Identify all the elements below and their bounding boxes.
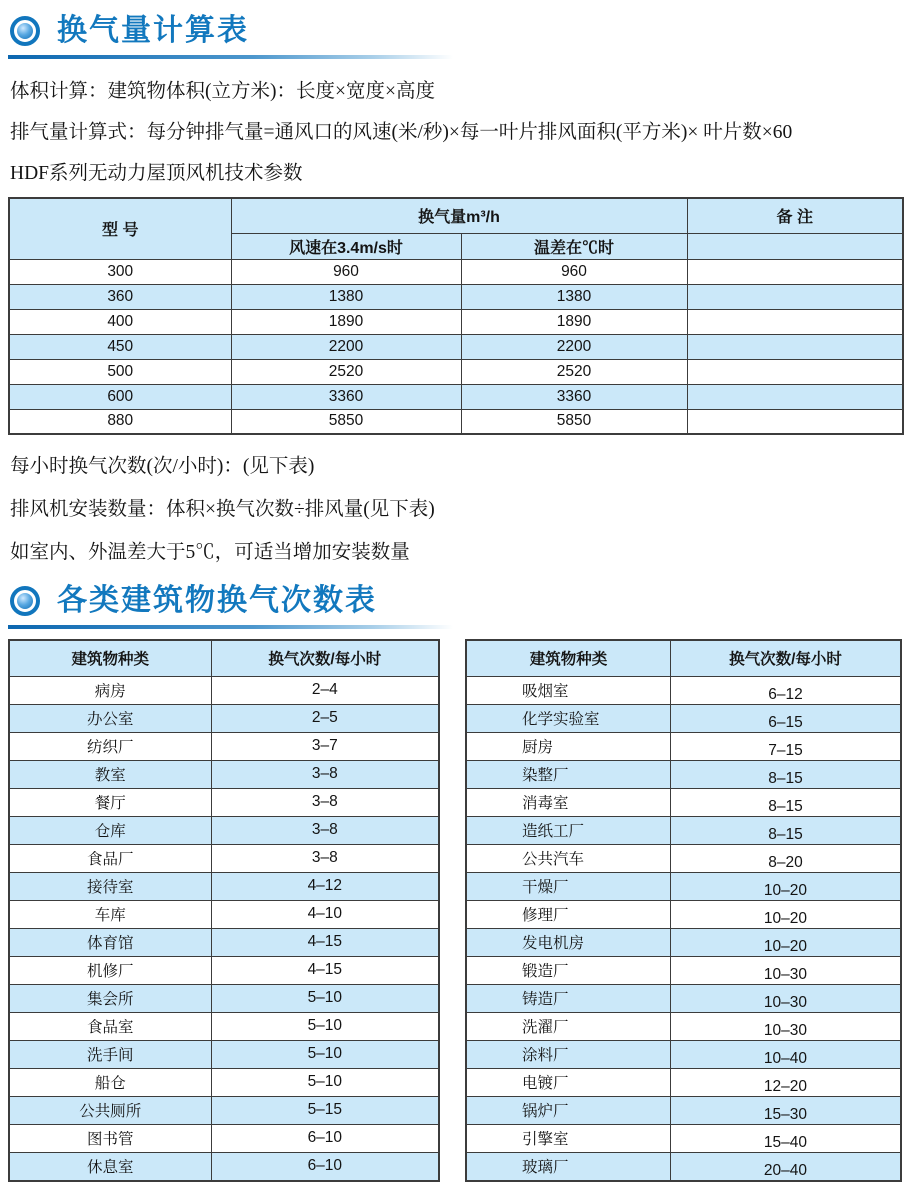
- building-cell: 造纸工厂: [466, 816, 670, 844]
- table-row: [9, 956, 439, 984]
- table-row: [9, 900, 439, 928]
- rate-cell: 3–8: [211, 788, 439, 816]
- spec-remark-subheader-empty: [687, 233, 903, 259]
- table-row: [9, 409, 903, 434]
- wind-cell: 960: [231, 259, 461, 284]
- temp-cell: 960: [461, 259, 687, 284]
- remark-cell: [687, 259, 903, 284]
- table-row: [466, 1012, 901, 1040]
- table-row: [466, 984, 901, 1012]
- table-row: [466, 900, 901, 928]
- rate-cell: 3–7: [211, 732, 439, 760]
- rate-cell: 8–20: [670, 844, 901, 872]
- building-cell: 船仓: [9, 1068, 211, 1096]
- model-cell: 300: [9, 259, 231, 284]
- table-row: [9, 1096, 439, 1124]
- building-cell: 纺织厂: [9, 732, 211, 760]
- building-cell: 引擎室: [466, 1124, 670, 1152]
- building-cell: 教室: [9, 760, 211, 788]
- building-cell: 餐厅: [9, 788, 211, 816]
- table-row: [466, 1096, 901, 1124]
- temp-cell: 3360: [461, 384, 687, 409]
- table-row: [9, 359, 903, 384]
- table-row: [466, 1040, 901, 1068]
- building-table-left: [8, 639, 440, 1182]
- remark-cell: [687, 359, 903, 384]
- building-cell: 公共汽车: [466, 844, 670, 872]
- building-cell: 病房: [9, 676, 211, 704]
- rate-cell: 8–15: [670, 760, 901, 788]
- rate-cell: 4–15: [211, 956, 439, 984]
- section1-title: 换气量计算表: [57, 14, 249, 47]
- spec-col-model-header: 型 号: [9, 198, 231, 259]
- temp-cell: 2520: [461, 359, 687, 384]
- building-cell: 涂料厂: [466, 1040, 670, 1068]
- rate-cell: 5–10: [211, 984, 439, 1012]
- temp-cell: 1890: [461, 309, 687, 334]
- table-row: [466, 844, 901, 872]
- table-row: [9, 1012, 439, 1040]
- rate-cell: 7–15: [670, 732, 901, 760]
- rate-cell: 12–20: [670, 1068, 901, 1096]
- rate-cell: 3–8: [211, 816, 439, 844]
- rate-cell: 5–15: [211, 1096, 439, 1124]
- building-cell: 消毒室: [466, 788, 670, 816]
- rate-cell: 10–20: [670, 928, 901, 956]
- temperature-note: 如室内、外温差大于5℃，可适当增加安装数量: [10, 542, 410, 563]
- spec-col-wind-header: 风速在3.4m/s时: [231, 233, 461, 259]
- building-cell: 公共厕所: [9, 1096, 211, 1124]
- table-row: [466, 1152, 901, 1181]
- table-row: [9, 872, 439, 900]
- table-row: [466, 704, 901, 732]
- temp-cell: 5850: [461, 409, 687, 434]
- remark-cell: [687, 334, 903, 359]
- volume-formula-text: 体积计算：建筑物体积(立方米)：长度×宽度×高度: [10, 81, 435, 102]
- table-row: [9, 788, 439, 816]
- building-cell: 洗手间: [9, 1040, 211, 1068]
- wind-cell: 2200: [231, 334, 461, 359]
- table-row: [466, 788, 901, 816]
- remark-cell: [687, 409, 903, 434]
- rate-cell: 10–20: [670, 872, 901, 900]
- table-row: [466, 816, 901, 844]
- rate-cell: 10–20: [670, 900, 901, 928]
- rate-cell: 20–40: [670, 1152, 901, 1181]
- building-cell: 车库: [9, 900, 211, 928]
- table-row: [9, 1152, 439, 1180]
- rate-cell: 15–40: [670, 1124, 901, 1152]
- model-cell: 360: [9, 284, 231, 309]
- building-cell: 仓库: [9, 816, 211, 844]
- rate-cell: 6–15: [670, 704, 901, 732]
- table-row: [9, 760, 439, 788]
- table-row: [9, 1068, 439, 1096]
- spec-table: [8, 197, 904, 435]
- wind-cell: 2520: [231, 359, 461, 384]
- rate-cell: 15–30: [670, 1096, 901, 1124]
- building-cell: 染整厂: [466, 760, 670, 788]
- wind-cell: 1890: [231, 309, 461, 334]
- building-cell: 体育馆: [9, 928, 211, 956]
- building-cell: 电镀厂: [466, 1068, 670, 1096]
- remark-cell: [687, 284, 903, 309]
- rate-cell: 4–10: [211, 900, 439, 928]
- rate-cell: 10–30: [670, 984, 901, 1012]
- bullseye-icon: [10, 16, 40, 46]
- table-row: [9, 732, 439, 760]
- rate-cell: 6–12: [670, 676, 901, 704]
- spec-col-exchange-header: 换气量m³/h: [231, 198, 687, 233]
- rate-cell: 10–30: [670, 1012, 901, 1040]
- table-row: [9, 816, 439, 844]
- building-cell: 吸烟室: [466, 676, 670, 704]
- building-cell: 铸造厂: [466, 984, 670, 1012]
- table-row: [9, 984, 439, 1012]
- building-table-right: [465, 639, 902, 1182]
- rate-cell: 3–8: [211, 760, 439, 788]
- table-row: [9, 928, 439, 956]
- right-col-rate-header: 换气次数/每小时: [670, 640, 901, 676]
- building-cell: 机修厂: [9, 956, 211, 984]
- section1-underline: [8, 55, 453, 59]
- model-cell: 600: [9, 384, 231, 409]
- temp-cell: 1380: [461, 284, 687, 309]
- rate-cell: 5–10: [211, 1040, 439, 1068]
- wind-cell: 5850: [231, 409, 461, 434]
- table-row: [9, 284, 903, 309]
- table-row: [466, 1124, 901, 1152]
- spec-col-temp-header: 温差在℃时: [461, 233, 687, 259]
- building-cell: 食品室: [9, 1012, 211, 1040]
- rate-cell: 2–4: [211, 676, 439, 704]
- building-cell: 接待室: [9, 872, 211, 900]
- building-cell: 干燥厂: [466, 872, 670, 900]
- building-cell: 食品厂: [9, 844, 211, 872]
- building-cell: 休息室: [9, 1152, 211, 1180]
- wind-cell: 3360: [231, 384, 461, 409]
- air-changes-note: 每小时换气次数(次/小时)：(见下表): [10, 456, 315, 477]
- table-row: [9, 1040, 439, 1068]
- table-row: [9, 676, 439, 704]
- model-cell: 450: [9, 334, 231, 359]
- table-row: [466, 732, 901, 760]
- rate-cell: 3–8: [211, 844, 439, 872]
- building-cell: 厨房: [466, 732, 670, 760]
- building-cell: 洗濯厂: [466, 1012, 670, 1040]
- rate-cell: 4–12: [211, 872, 439, 900]
- table-row: [466, 928, 901, 956]
- table-row: [466, 676, 901, 704]
- section1-heading: [10, 12, 902, 50]
- table-row: [466, 1068, 901, 1096]
- table-row: [9, 704, 439, 732]
- bullseye-icon: [10, 586, 40, 616]
- building-cell: 办公室: [9, 704, 211, 732]
- model-cell: 880: [9, 409, 231, 434]
- model-cell: 500: [9, 359, 231, 384]
- fan-quantity-note: 排风机安装数量：体积×换气次数÷排风量(见下表): [10, 499, 435, 520]
- left-col-building-header: 建筑物种类: [9, 640, 211, 676]
- rate-cell: 2–5: [211, 704, 439, 732]
- building-tables: [8, 639, 902, 1182]
- rate-cell: 10–30: [670, 956, 901, 984]
- section2-title: 各类建筑物换气次数表: [57, 584, 377, 617]
- building-cell: 图书管: [9, 1124, 211, 1152]
- rate-cell: 8–15: [670, 788, 901, 816]
- exhaust-formula-text: 排气量计算式：每分钟排气量=通风口的风速(米/秒)×每一叶片排风面积(平方米)× 叶片数×60: [10, 122, 793, 143]
- remark-cell: [687, 309, 903, 334]
- section2-underline: [8, 625, 453, 629]
- right-col-building-header: 建筑物种类: [466, 640, 670, 676]
- remark-cell: [687, 384, 903, 409]
- rate-cell: 6–10: [211, 1152, 439, 1180]
- building-cell: 修理厂: [466, 900, 670, 928]
- building-cell: 集会所: [9, 984, 211, 1012]
- rate-cell: 4–15: [211, 928, 439, 956]
- temp-cell: 2200: [461, 334, 687, 359]
- table-row: [9, 384, 903, 409]
- wind-cell: 1380: [231, 284, 461, 309]
- model-cell: 400: [9, 309, 231, 334]
- table-row: [466, 872, 901, 900]
- building-cell: 锅炉厂: [466, 1096, 670, 1124]
- building-cell: 玻璃厂: [466, 1152, 670, 1181]
- rate-cell: 10–40: [670, 1040, 901, 1068]
- spec-col-remark-header: 备 注: [687, 198, 903, 233]
- building-cell: 化学实验室: [466, 704, 670, 732]
- building-cell: 锻造厂: [466, 956, 670, 984]
- section2-heading: [10, 582, 902, 620]
- left-col-rate-header: 换气次数/每小时: [211, 640, 439, 676]
- table-row: [9, 1124, 439, 1152]
- rate-cell: 5–10: [211, 1068, 439, 1096]
- table-row: [466, 956, 901, 984]
- table-row: [466, 760, 901, 788]
- table-row: [9, 844, 439, 872]
- rate-cell: 5–10: [211, 1012, 439, 1040]
- rate-cell: 6–10: [211, 1124, 439, 1152]
- table-row: [9, 259, 903, 284]
- rate-cell: 8–15: [670, 816, 901, 844]
- building-cell: 发电机房: [466, 928, 670, 956]
- table-row: [9, 309, 903, 334]
- table-row: [9, 334, 903, 359]
- hdf-series-label: HDF系列无动力屋顶风机技术参数: [10, 163, 303, 184]
